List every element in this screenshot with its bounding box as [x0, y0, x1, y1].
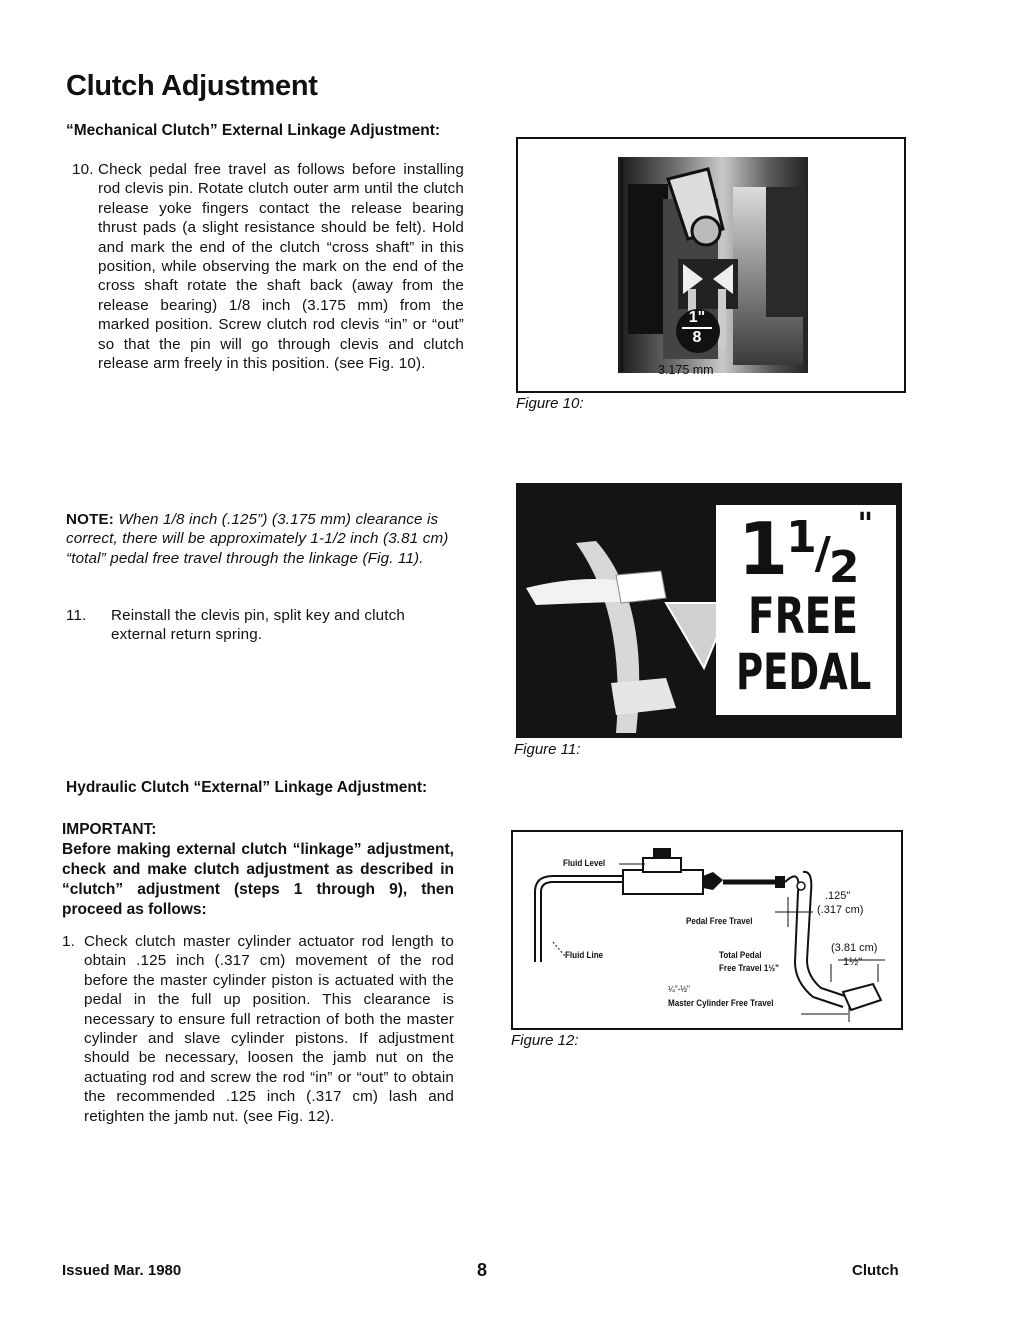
footer-section: Clutch [852, 1262, 899, 1279]
mechanical-clutch-heading: “Mechanical Clutch” External Linkage Adjustment: [66, 122, 441, 139]
big-den: 2 [828, 542, 858, 593]
note-label: NOTE: [66, 511, 114, 528]
figure-10-photo [518, 139, 904, 391]
pedal-text: PEDAL [736, 643, 872, 701]
inch-mark: " [857, 507, 872, 542]
mm-label: 3.175 mm [658, 363, 714, 377]
total-pedal-label: Total Pedal [719, 950, 762, 961]
free-travel-total-label: Free Travel 1½" [719, 963, 779, 974]
free-text: FREE [748, 587, 858, 645]
important-block [62, 820, 454, 920]
dim-317-label: (.317 cm) [817, 904, 864, 916]
important-text: Before making external clutch “linkage” adjustment, check and make clutch adjustment as described in “clutch” adjustment (steps 1 through 9), then proceed as follows: [62, 841, 454, 918]
footer-issued-date: Issued Mar. 1980 [62, 1262, 182, 1279]
step-10 [72, 160, 464, 373]
figure-12-frame [511, 830, 903, 1030]
figure-11-caption: Figure 11: [514, 741, 581, 758]
step-1-number: 1. [62, 933, 75, 950]
big-num: 1 [786, 512, 815, 563]
note-paragraph [66, 510, 462, 568]
mark-denominator: 8 [692, 329, 702, 346]
step-11-text: Reinstall the clevis pin, split key and clutch external return spring. [111, 607, 405, 644]
fluid-line-label: Fluid Line [565, 950, 604, 961]
hydraulic-clutch-heading: Hydraulic Clutch “External” Linkage Adjustment: [66, 779, 428, 796]
step-1 [62, 932, 454, 1126]
important-label: IMPORTANT: [62, 821, 157, 838]
dim-1half-label: 1½" [843, 956, 863, 968]
step-11 [66, 606, 462, 645]
page-title: Clutch Adjustment [66, 70, 318, 102]
one-and-half-figure: $1^1/2^"$ [738, 507, 872, 593]
mark-numerator: 1" [682, 309, 712, 329]
step-10-text: Check pedal free travel as follows before installing rod clevis pin. Rotate clutch outer arm until the clutch release yoke fingers contact the release bearing thrust pads (a slight resistance should be felt). Hold and mark the end of the clutch “cross shaft” in this position, while observing the mark on the end of the cross shaft rotate the shaft back (away from the release bearing) 1/8 inch (3.175 mm) from the marked position. Screw clutch rod clevis “in” or “out” so that the pin will go through clevis and clutch release arm freely in this position. (see Fig. 10). [98, 161, 464, 373]
master-free-travel-label: Master Cylinder Free Travel [668, 998, 774, 1009]
dim-125-label: .125" [825, 890, 851, 902]
figure-11-photo [516, 483, 902, 738]
quarter-half-label: ¼"-½" [668, 984, 690, 995]
footer-page-number: 8 [477, 1260, 488, 1280]
pedal-free-travel-label: Pedal Free Travel [686, 916, 753, 927]
figure-12-caption: Figure 12: [511, 1032, 579, 1049]
eighth-inch-mark [682, 309, 712, 347]
step-11-number: 11. [66, 607, 87, 624]
note-text: When 1/8 inch (.125”) (3.175 mm) clearance is correct, there will be approximately 1-1/2 inch (3.81 cm) “total” pedal free travel through the linkage (Fig. 11). [66, 511, 449, 567]
big-whole: 1 [738, 507, 787, 591]
figure-10-frame [516, 137, 906, 393]
step-1-text: Check clutch master cylinder actuator rod length to obtain .125 inch (.317 cm) movement of the rod before the master cylinder piston is actuated with the pedal in the full up position. This clearance is necessary to ensure full retraction of both the master cylinder and slave cylinder pistons. If adjustment should be necessary, loosen the jamb nut on the actuating rod and screw the rod “in” or “out” to obtain the recommended .125 inch (.317 cm) lash and retighten the jamb nut. (see Fig. 12). [84, 933, 454, 1125]
step-10-number: 10. [72, 161, 94, 178]
dim-381-label: (3.81 cm) [831, 942, 878, 954]
fluid-level-label: Fluid Level [563, 858, 606, 869]
figure-10-caption: Figure 10: [516, 395, 584, 412]
